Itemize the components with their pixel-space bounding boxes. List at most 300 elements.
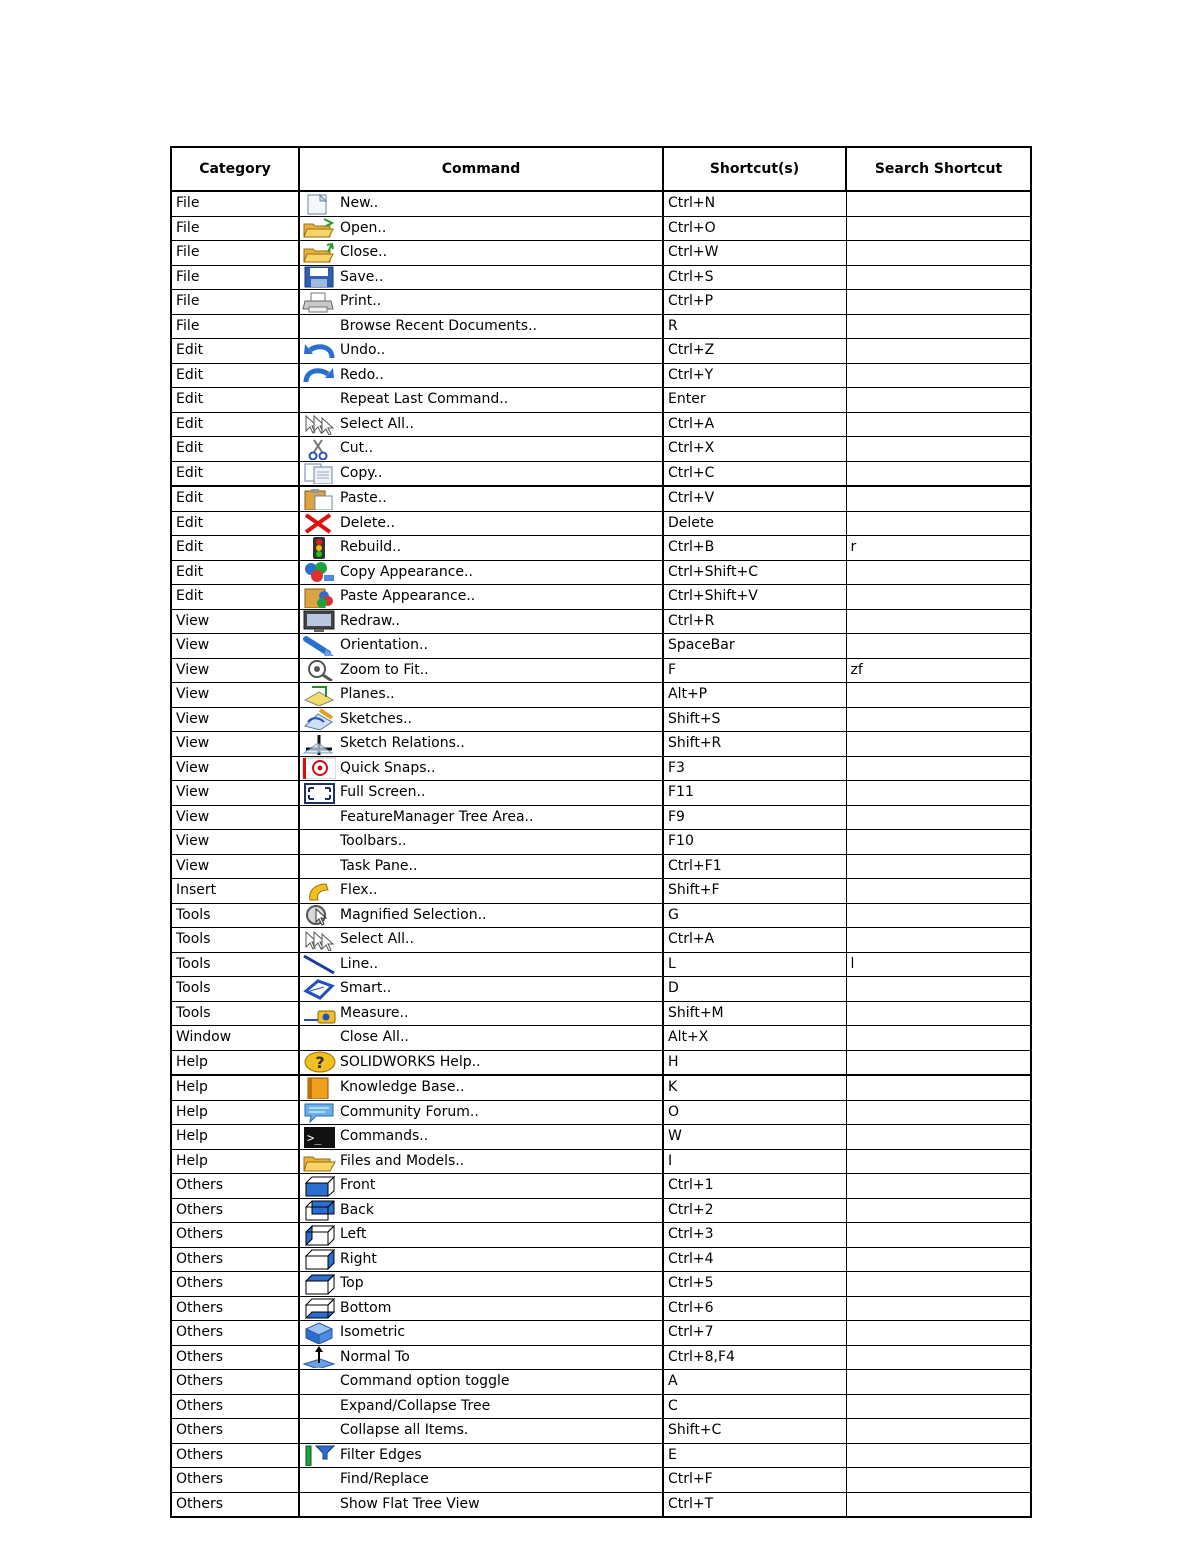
command-label: Open..: [340, 219, 387, 236]
category-cell: View: [171, 830, 299, 855]
search-shortcut-cell: [846, 1198, 1031, 1223]
shortcut-cell: Ctrl+3: [663, 1223, 846, 1248]
command-cell: [299, 1026, 663, 1051]
search-shortcut-cell: [846, 412, 1031, 437]
shortcut-cell: C: [663, 1394, 846, 1419]
table-row: [171, 1370, 1031, 1395]
icon-placeholder: [302, 315, 336, 337]
table-row: [171, 1075, 1031, 1100]
command-cell: [299, 1370, 663, 1395]
search-shortcut-cell: [846, 1468, 1031, 1493]
command-label: SOLIDWORKS Help..: [340, 1053, 481, 1070]
shortcut-cell: L: [663, 952, 846, 977]
command-cell: [299, 536, 663, 561]
command-label: Show Flat Tree View: [340, 1495, 480, 1512]
table-row: [171, 1492, 1031, 1517]
shortcut-cell: SpaceBar: [663, 634, 846, 659]
command-cell: [299, 216, 663, 241]
shortcut-cell: Ctrl+6: [663, 1296, 846, 1321]
command-label: Commands..: [340, 1128, 429, 1144]
top-view-cube-icon: [302, 1273, 336, 1295]
search-shortcut-cell: [846, 1419, 1031, 1444]
table-row: [171, 1198, 1031, 1223]
command-cell: [299, 1419, 663, 1444]
search-shortcut-cell: [846, 388, 1031, 413]
command-cell: [299, 486, 663, 511]
command-label: Magnified Selection..: [340, 906, 487, 923]
shortcut-cell: Ctrl+X: [663, 437, 846, 462]
command-label: Copy..: [340, 464, 383, 481]
shortcut-cell: F10: [663, 830, 846, 855]
table-row: [171, 1050, 1031, 1075]
table-row: [171, 903, 1031, 928]
table-row: [171, 1223, 1031, 1248]
category-cell: View: [171, 854, 299, 879]
category-cell: Tools: [171, 903, 299, 928]
table-row: [171, 805, 1031, 830]
table-row: [171, 314, 1031, 339]
search-shortcut-cell: [846, 1223, 1031, 1248]
table-row: [171, 756, 1031, 781]
command-cell: [299, 1125, 663, 1150]
category-cell: Others: [171, 1492, 299, 1517]
table-row: [171, 609, 1031, 634]
command-label: Bottom: [340, 1299, 392, 1316]
category-cell: Edit: [171, 388, 299, 413]
category-cell: Edit: [171, 486, 299, 511]
shortcut-cell: W: [663, 1125, 846, 1150]
command-cell: [299, 1075, 663, 1100]
command-cell: [299, 903, 663, 928]
shortcut-cell: E: [663, 1443, 846, 1468]
search-shortcut-cell: l: [846, 952, 1031, 977]
category-cell: Others: [171, 1394, 299, 1419]
shortcut-cell: Ctrl+F: [663, 1468, 846, 1493]
shortcut-cell: Shift+C: [663, 1419, 846, 1444]
command-cell: [299, 388, 663, 413]
command-cell: [299, 241, 663, 266]
search-shortcut-cell: [846, 707, 1031, 732]
category-cell: Tools: [171, 977, 299, 1002]
shortcut-cell: F9: [663, 805, 846, 830]
table-row: [171, 781, 1031, 806]
shortcut-cell: K: [663, 1075, 846, 1100]
command-cell: [299, 290, 663, 315]
shortcut-cell: Ctrl+A: [663, 412, 846, 437]
shortcut-cell: Ctrl+N: [663, 191, 846, 216]
table-row: [171, 1419, 1031, 1444]
shortcut-cell: Ctrl+1: [663, 1174, 846, 1199]
shortcut-cell: Ctrl+A: [663, 928, 846, 953]
search-shortcut-cell: [846, 511, 1031, 536]
command-label: Close..: [340, 244, 388, 260]
icon-placeholder: [302, 1420, 336, 1442]
icon-placeholder: [302, 831, 336, 853]
table-row: [171, 854, 1031, 879]
shortcut-cell: Ctrl+S: [663, 265, 846, 290]
table-row: [171, 952, 1031, 977]
icon-placeholder: [302, 1027, 336, 1049]
redo-arrow-icon: [302, 364, 336, 386]
files-folder-icon: [302, 1150, 336, 1172]
select-all-icon: [302, 929, 336, 951]
command-cell: [299, 1247, 663, 1272]
command-cell: [299, 1050, 663, 1075]
shortcut-cell: Ctrl+R: [663, 609, 846, 634]
category-cell: File: [171, 290, 299, 315]
command-cell: [299, 191, 663, 216]
icon-placeholder: [302, 1469, 336, 1491]
command-cell: [299, 1001, 663, 1026]
category-cell: Others: [171, 1443, 299, 1468]
shortcut-cell: Shift+F: [663, 879, 846, 904]
icon-placeholder: [302, 389, 336, 411]
command-cell: [299, 314, 663, 339]
command-label: Find/Replace: [340, 1471, 429, 1487]
command-cell: [299, 1468, 663, 1493]
search-shortcut-cell: [846, 486, 1031, 511]
sketch-relations-icon: [302, 733, 336, 755]
shortcut-cell: I: [663, 1149, 846, 1174]
filter-edges-icon: [302, 1444, 336, 1466]
search-shortcut-cell: [846, 1296, 1031, 1321]
search-shortcut-cell: [846, 461, 1031, 486]
command-cell: [299, 363, 663, 388]
smart-dimension-icon: [302, 978, 336, 1000]
icon-placeholder: [302, 1395, 336, 1417]
left-view-cube-icon: [302, 1224, 336, 1246]
table-row: [171, 1321, 1031, 1346]
search-shortcut-cell: [846, 609, 1031, 634]
command-cell: [299, 756, 663, 781]
zoom-to-fit-icon: [302, 659, 336, 681]
shortcut-cell: Ctrl+Shift+C: [663, 560, 846, 585]
category-cell: File: [171, 314, 299, 339]
category-cell: Help: [171, 1125, 299, 1150]
command-label: Paste Appearance..: [340, 588, 476, 604]
table-row: [171, 1468, 1031, 1493]
command-cell: [299, 830, 663, 855]
search-shortcut-cell: [846, 437, 1031, 462]
search-shortcut-cell: [846, 732, 1031, 757]
table-row: [171, 560, 1031, 585]
shortcut-cell: Enter: [663, 388, 846, 413]
line-icon: [302, 953, 336, 975]
category-cell: Help: [171, 1075, 299, 1100]
shortcut-cell: Ctrl+4: [663, 1247, 846, 1272]
shortcut-cell: Ctrl+Shift+V: [663, 585, 846, 610]
table-row: [171, 191, 1031, 216]
quick-snaps-icon: [302, 757, 336, 779]
search-shortcut-cell: [846, 683, 1031, 708]
category-cell: View: [171, 634, 299, 659]
table-row: [171, 412, 1031, 437]
header-search-shortcut: Search Shortcut: [846, 147, 1031, 191]
category-cell: Others: [171, 1370, 299, 1395]
command-cell: [299, 1443, 663, 1468]
paste-appearance-icon: [302, 586, 336, 608]
category-cell: Help: [171, 1050, 299, 1075]
table-row: [171, 1394, 1031, 1419]
search-shortcut-cell: [846, 1100, 1031, 1125]
table-row: [171, 977, 1031, 1002]
command-cell: [299, 707, 663, 732]
category-cell: Edit: [171, 560, 299, 585]
command-label: Command option toggle: [340, 1373, 510, 1389]
command-label: Normal To: [340, 1348, 410, 1365]
table-row: [171, 1174, 1031, 1199]
command-label: New..: [340, 195, 379, 211]
command-label: FeatureManager Tree Area..: [340, 808, 534, 825]
category-cell: View: [171, 805, 299, 830]
shortcut-cell: Delete: [663, 511, 846, 536]
category-cell: Others: [171, 1321, 299, 1346]
category-cell: View: [171, 781, 299, 806]
category-cell: Edit: [171, 363, 299, 388]
category-cell: Edit: [171, 437, 299, 462]
shortcut-cell: O: [663, 1100, 846, 1125]
command-cell: [299, 1174, 663, 1199]
category-cell: Others: [171, 1223, 299, 1248]
table-row: [171, 461, 1031, 486]
command-label: Quick Snaps..: [340, 759, 436, 776]
category-cell: Edit: [171, 412, 299, 437]
isometric-cube-icon: [302, 1322, 336, 1344]
command-label: Redraw..: [340, 612, 400, 629]
shortcut-cell: Alt+P: [663, 683, 846, 708]
table-row: [171, 1001, 1031, 1026]
command-label: Back: [340, 1201, 374, 1218]
category-cell: View: [171, 707, 299, 732]
command-label: Full Screen..: [340, 784, 426, 800]
command-cell: [299, 1100, 663, 1125]
select-all-icon: [302, 413, 336, 435]
search-shortcut-cell: [846, 191, 1031, 216]
copy-appearance-icon: [302, 561, 336, 583]
printer-icon: [302, 291, 336, 313]
command-cell: [299, 437, 663, 462]
search-shortcut-cell: [846, 1247, 1031, 1272]
category-cell: File: [171, 265, 299, 290]
icon-placeholder: [302, 806, 336, 828]
table-row: [171, 1296, 1031, 1321]
command-cell: [299, 461, 663, 486]
category-cell: Tools: [171, 952, 299, 977]
search-shortcut-cell: zf: [846, 658, 1031, 683]
search-shortcut-cell: [846, 1026, 1031, 1051]
command-cell: [299, 609, 663, 634]
delete-x-icon: [302, 512, 336, 534]
shortcut-cell: Ctrl+T: [663, 1492, 846, 1517]
search-shortcut-cell: [846, 1075, 1031, 1100]
shortcut-cell: Ctrl+Z: [663, 339, 846, 364]
category-cell: Others: [171, 1419, 299, 1444]
planes-icon: [302, 684, 336, 706]
command-label: Paste..: [340, 490, 387, 506]
command-label: Toolbars..: [340, 833, 407, 849]
table-row: [171, 511, 1031, 536]
scissors-icon: [302, 438, 336, 460]
shortcut-cell: Shift+S: [663, 707, 846, 732]
search-shortcut-cell: [846, 854, 1031, 879]
command-cell: [299, 805, 663, 830]
icon-placeholder: [302, 855, 336, 877]
table-row: [171, 1272, 1031, 1297]
category-cell: Others: [171, 1198, 299, 1223]
search-shortcut-cell: [846, 903, 1031, 928]
shortcut-table: [170, 146, 1032, 1518]
command-label: Sketches..: [340, 710, 412, 727]
table-row: [171, 1026, 1031, 1051]
table-row: [171, 241, 1031, 266]
category-cell: Help: [171, 1100, 299, 1125]
search-shortcut-cell: [846, 1149, 1031, 1174]
category-cell: View: [171, 756, 299, 781]
command-label: Line..: [340, 955, 379, 972]
command-label: Close All..: [340, 1029, 409, 1045]
command-label: Select All..: [340, 415, 414, 432]
svg-text:?: ?: [315, 1053, 325, 1072]
category-cell: Insert: [171, 879, 299, 904]
search-shortcut-cell: [846, 290, 1031, 315]
table-row: [171, 634, 1031, 659]
category-cell: Tools: [171, 1001, 299, 1026]
command-cell: [299, 1198, 663, 1223]
header-shortcuts: Shortcut(s): [663, 147, 846, 191]
command-cell: [299, 781, 663, 806]
help-question-icon: [302, 1051, 336, 1073]
search-shortcut-cell: [846, 363, 1031, 388]
category-cell: Others: [171, 1247, 299, 1272]
shortcut-cell: D: [663, 977, 846, 1002]
command-label: Redo..: [340, 366, 384, 383]
command-label: Smart..: [340, 980, 392, 996]
command-cell: [299, 977, 663, 1002]
command-cell: [299, 265, 663, 290]
command-cell: [299, 732, 663, 757]
shortcut-cell: Ctrl+O: [663, 216, 846, 241]
save-disk-icon: [302, 266, 336, 288]
table-row: [171, 683, 1031, 708]
command-label: Orientation..: [340, 637, 428, 653]
search-shortcut-cell: [846, 339, 1031, 364]
back-view-cube-icon: [302, 1199, 336, 1221]
shortcut-table-sheet: [170, 146, 1030, 1518]
command-cell: [299, 585, 663, 610]
category-cell: Edit: [171, 511, 299, 536]
category-cell: Others: [171, 1345, 299, 1370]
command-cell: [299, 511, 663, 536]
command-label: Delete..: [340, 514, 395, 531]
table-row: [171, 265, 1031, 290]
search-shortcut-cell: [846, 1174, 1031, 1199]
table-row: [171, 1247, 1031, 1272]
orientation-icon: [302, 635, 336, 657]
command-cell: [299, 412, 663, 437]
search-shortcut-cell: [846, 585, 1031, 610]
category-cell: File: [171, 241, 299, 266]
command-label: Right: [340, 1250, 377, 1267]
traffic-light-icon: [302, 537, 336, 559]
table-row: [171, 1149, 1031, 1174]
redraw-monitor-icon: [302, 610, 336, 632]
open-folder-icon: [302, 217, 336, 239]
table-row: [171, 879, 1031, 904]
copy-icon: [302, 462, 336, 484]
search-shortcut-cell: [846, 1050, 1031, 1075]
table-row: [171, 1100, 1031, 1125]
shortcut-cell: G: [663, 903, 846, 928]
command-label: Repeat Last Command..: [340, 391, 509, 407]
search-shortcut-cell: [846, 560, 1031, 585]
search-shortcut-cell: [846, 781, 1031, 806]
command-label: Measure..: [340, 1004, 409, 1021]
command-cell: [299, 1149, 663, 1174]
table-row: [171, 585, 1031, 610]
command-label: Cut..: [340, 440, 374, 456]
command-prompt-icon: [302, 1126, 336, 1148]
command-label: Flex..: [340, 882, 378, 898]
search-shortcut-cell: [846, 1345, 1031, 1370]
table-row: [171, 1125, 1031, 1150]
table-row: [171, 536, 1031, 561]
table-row: [171, 216, 1031, 241]
community-forum-icon: [302, 1101, 336, 1123]
command-cell: [299, 952, 663, 977]
shortcut-cell: Ctrl+2: [663, 1198, 846, 1223]
command-label: Community Forum..: [340, 1103, 479, 1120]
measure-icon: [302, 1002, 336, 1024]
command-label: Collapse all Items.: [340, 1422, 469, 1438]
search-shortcut-cell: [846, 1443, 1031, 1468]
category-cell: View: [171, 732, 299, 757]
category-cell: View: [171, 609, 299, 634]
command-cell: [299, 658, 663, 683]
search-shortcut-cell: [846, 314, 1031, 339]
command-label: Save..: [340, 268, 384, 285]
shortcut-cell: Shift+R: [663, 732, 846, 757]
search-shortcut-cell: [846, 265, 1031, 290]
command-cell: [299, 1345, 663, 1370]
category-cell: Edit: [171, 339, 299, 364]
search-shortcut-cell: [846, 1125, 1031, 1150]
category-cell: Edit: [171, 585, 299, 610]
header-row: [171, 147, 1031, 191]
shortcut-cell: Ctrl+V: [663, 486, 846, 511]
bottom-view-cube-icon: [302, 1297, 336, 1319]
flex-icon: [302, 880, 336, 902]
knowledge-base-book-icon: [302, 1077, 336, 1099]
search-shortcut-cell: [846, 1394, 1031, 1419]
shortcut-cell: Shift+M: [663, 1001, 846, 1026]
category-cell: File: [171, 216, 299, 241]
sketches-icon: [302, 708, 336, 730]
shortcut-cell: Ctrl+B: [663, 536, 846, 561]
table-row: [171, 486, 1031, 511]
icon-placeholder: [302, 1371, 336, 1393]
search-shortcut-cell: [846, 928, 1031, 953]
icon-placeholder: [302, 1493, 336, 1515]
category-cell: View: [171, 683, 299, 708]
command-label: Top: [340, 1275, 364, 1291]
command-label: Undo..: [340, 342, 386, 358]
command-label: Left: [340, 1226, 367, 1242]
search-shortcut-cell: [846, 1370, 1031, 1395]
table-row: [171, 1443, 1031, 1468]
command-cell: [299, 560, 663, 585]
table-row: [171, 339, 1031, 364]
header-command: Command: [299, 147, 663, 191]
